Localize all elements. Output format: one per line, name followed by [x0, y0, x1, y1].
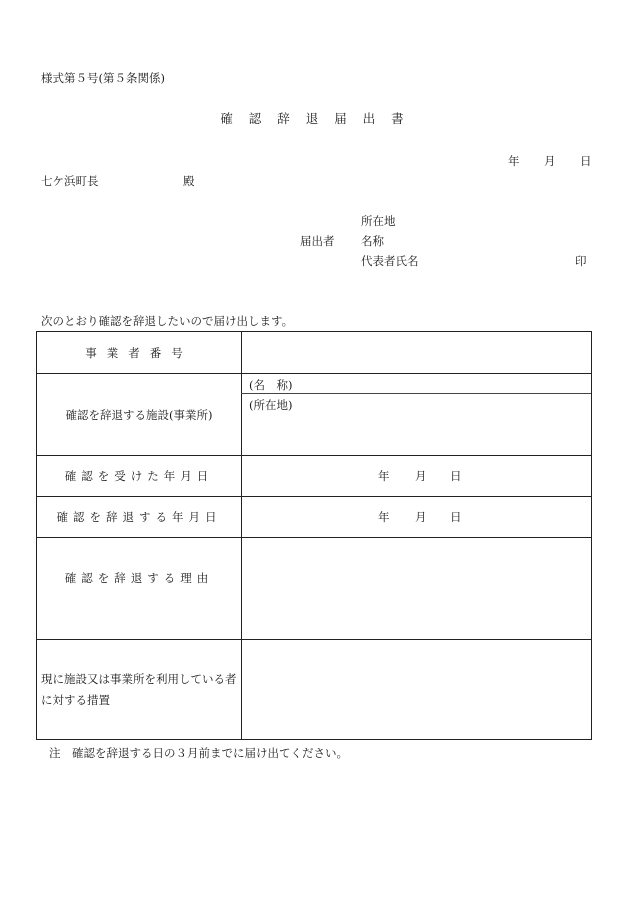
header-date-year: 年: [508, 154, 520, 168]
document-title: 確 認 辞 退 届 出 書: [220, 111, 410, 126]
applicant-address-label: 所在地: [361, 214, 396, 228]
facility-address-label: (所在地): [249, 398, 293, 412]
applicant-representative-label: 代表者氏名: [361, 254, 419, 268]
row-divider: [37, 537, 591, 538]
row-divider: [37, 496, 591, 497]
applicant-label: 届出者: [300, 234, 335, 248]
withdrawal-date-label: 確認を辞退する年月日: [56, 510, 222, 524]
seal-mark: 印: [575, 254, 587, 268]
application-table: [36, 331, 592, 740]
footnote: 注 確認を辞退する日の３月前までに届け出てください。: [49, 746, 348, 760]
honorific: 殿: [183, 174, 195, 188]
applicant-name-label: 名称: [361, 234, 384, 248]
addressee: 七ケ浜町長: [41, 174, 99, 188]
form-number: 様式第５号(第５条関係): [41, 71, 165, 85]
facility-subdivider: [241, 393, 591, 394]
facility-name-label: (名 称): [249, 378, 293, 392]
confirmed-date-day: 日: [450, 469, 462, 483]
row-divider: [37, 455, 591, 456]
facility-label: 確認を辞退する施設(事業所): [65, 408, 213, 422]
confirmed-date-year: 年: [378, 469, 390, 483]
row-divider: [37, 373, 591, 374]
row-divider: [37, 639, 591, 640]
measures-label: 現に施設又は事業所を利用している者に対する措置: [41, 672, 237, 707]
withdrawal-date-month: 月: [415, 510, 427, 524]
confirmed-date-month: 月: [415, 469, 427, 483]
intro-text: 次のとおり確認を辞退したいので届け出します。: [41, 314, 294, 328]
business-number-label: 事業者番号: [85, 346, 193, 360]
reason-label: 確認を辞退する理由: [64, 571, 214, 585]
withdrawal-date-year: 年: [378, 510, 390, 524]
withdrawal-date-day: 日: [450, 510, 462, 524]
confirmed-date-label: 確認を受けた年月日: [64, 469, 214, 483]
header-date-day: 日: [580, 154, 592, 168]
header-date-month: 月: [544, 154, 556, 168]
